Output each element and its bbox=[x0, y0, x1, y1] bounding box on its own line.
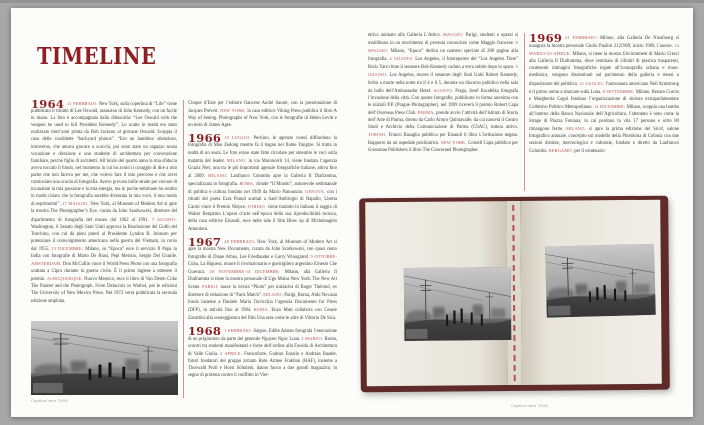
body-text: nasce la rivista “Photo” per iniziativa di Roger Thérond, ex direttore di redazione di “Paris Match”. bbox=[188, 285, 337, 299]
body-text: Milano, alla Galleria De Nieubourg si inaugura la mostra personale Giulio Paolini 2121969, inizio 1969, l’autore. bbox=[529, 36, 679, 50]
date-marker: 28 FEBBRAIO: bbox=[224, 238, 258, 244]
date-marker: AGOSTO: bbox=[433, 87, 456, 93]
year-heading: 1964 bbox=[31, 100, 65, 111]
body-text: Milano, si tiene la mostra Environment di Mario Cresci alla Galleria Il Diaframma, dove centinaia di cilindri di plastica trasparenti, contenenti immagini fotografiche legate all’iconografia urbana e mass-mediatica, vengono disseminati sul pavimento della galleria e messi a disposizione del pubblico. bbox=[529, 52, 679, 87]
timeline-block bbox=[368, 31, 518, 155]
body-text: Saigon, Eddie Adams fotografa l’esecuzione di un prigioniero da parte del generale Nguyen Ngoc Loan. bbox=[188, 328, 337, 342]
book-print-right bbox=[545, 244, 656, 318]
body-text: Washington, il Senato degli Stati Uniti approva la Risoluzione del Golfo del Tonchino, con cui dà pieni poteri al Presidente Lyndon B. Johnson per potenziare il coinvolgimento americano nella guerra del Vietnam, in corso dal 1955. bbox=[31, 224, 177, 252]
body-text: Francoforte, Gudrun Ensslin e Andreas Baader, futuri fondatori del gruppo armato Rote Armee Fraktion (RAF), insieme a Thorwald Proll e Horst Söhnlein, danno fuoco a due grandi magazzini, in segno di protesta contro il conflitto in Viet- bbox=[188, 351, 337, 379]
body-text: Milano, “Epoca” dedica un numero speciale di 200 pagine alla fotografia. bbox=[368, 49, 518, 63]
body-text: viene tradotto in italiano il saggio di Walter Benjamin L’opera d’arte nell’epoca della sua riproducibilità tecnica, della casa editrice Einaudi, esce nelle sale il film Blow up di Michelangelo Antonioni. bbox=[188, 205, 337, 232]
date-marker: MILANO, bbox=[207, 172, 231, 178]
year-heading: 1969 bbox=[529, 34, 563, 45]
date-marker: 21 FEBBRAIO: bbox=[67, 101, 99, 106]
body-text: l’astronauta americano Neil Armstrong è il primo uomo a sbarcare sulla Luna. bbox=[529, 81, 679, 95]
date-marker: MILANO, bbox=[263, 292, 285, 298]
body-text: Roma, scontri tra studenti manifestanti e forze dell’ordine alla Facoltà di Architettura di Valle Giulia. bbox=[188, 336, 337, 357]
photo-caption: Caption here TK06 bbox=[31, 398, 68, 403]
timeline-block bbox=[31, 100, 177, 305]
body-text: Parigi, Roma, Aldo Novasia fonda insieme a Daniele Maria Turricchia l’agenzia Documento for Press (DFP), in attività fino al 1984. bbox=[188, 293, 337, 314]
date-marker: ROMA, bbox=[253, 307, 272, 313]
date-marker: 5 GIUGNO: bbox=[368, 64, 518, 78]
timeline-block bbox=[188, 234, 337, 322]
book-spread bbox=[11, 8, 693, 417]
date-marker: 7 AGOSTO: bbox=[151, 216, 177, 222]
date-marker: TORINO, bbox=[368, 132, 389, 138]
date-marker: 27 MAGGIO: bbox=[62, 201, 91, 207]
body-text: per il centenario bbox=[574, 149, 605, 155]
column-divider-right bbox=[524, 33, 525, 191]
date-marker: 12 DICEMBRE: bbox=[594, 103, 627, 109]
date-marker: PARMA, bbox=[417, 109, 437, 115]
foggy-landscape-photo bbox=[31, 321, 178, 395]
body-text: Nuovo Messico, esce il libro di Van Deren Coke The Painter and the Photograph. From Delacroix to Warhol, per le edizioni The University of New Mexico Press. Nel 1972 verrà pubblicata la seconda edizione ampliata. bbox=[31, 277, 177, 304]
body-text: Cinque d’Este per l’editore francese André Sauret, con la presentazione di Jacques Prévert. bbox=[188, 101, 337, 115]
date-marker: MILANO, bbox=[226, 157, 249, 163]
body-text: Enzo Muti collabora con Cesare Zavattini alla sceneggiatura del film Una sera come le altre di Vittorio De Sica. bbox=[188, 308, 337, 321]
date-marker: 28 NOVEMBRE-14 DICEMBRE: bbox=[209, 268, 285, 274]
page-title: TIMELINE bbox=[37, 43, 157, 71]
body-text: con i ritratti del poeta Ezra Pound scattati a Sant’Ambrogio di Rapallo, Lisetta Carmi vince il Premio Niépce. bbox=[188, 190, 337, 211]
date-marker: 8 MAGGIO: bbox=[368, 40, 518, 54]
date-marker: GENOVA, bbox=[305, 189, 328, 195]
date-marker: 8 SETTEMBRE: bbox=[602, 88, 636, 94]
timeline-column-1 bbox=[31, 100, 177, 314]
body-text: New York, sulla copertina di “Life” viene pubblicato il ritratto di Lee Oswald, assassino di John Kennedy, con un fucile in mano. La foto è accompagnata dalla didascalia: “Lee Oswald with the weapon he used to kill President Kennedy”. Lo scatto in realtà era stato realizzato trent’anni prima da Bob Jackson al giovane Oswald. Scoppia il caso delle cosiddette “backyard photos”. “Ero un bambino silenzioso, introverso, che amava giocare a scacchi, poi sono stato un ragazzo senza vocazione e direzione e uno studente di architettura per convenzione familiare, perché figlio di architetti. All’inizio del quarto anno la mia sfiducia aveva toccato il fondo, nel momento in cui ho avuto il coraggio di dire a mio padre che non faceva per me, che volevo fare il mio percorso e che avrei cominciato una scuola di fotografia. Avevo provato mille strade per cercare di incanalare la mia passione e la mia energia, ma in poche settimane ho sentito in modo chiaro che la fotografia sarebbe diventata la mia voce, il mio modo di esprimermi”. bbox=[31, 102, 177, 208]
date-marker: 9 OTTOBRE: bbox=[310, 253, 337, 259]
body-text: Praga, Josef Koudelka fotografa l’invasione della città. Con queste fotografie, pubblicate in forma anonima con le iniziali P.P. (Prague Photographer), nel 1969 riceverà il premio Robert Capa dell’Overseas Press Club. bbox=[368, 88, 518, 116]
timeline-block bbox=[188, 323, 337, 380]
body-text: Lanfranco Colombo apre la Galleria Il Diaframma, specializzata in fotografia. bbox=[188, 173, 337, 187]
date-marker: 1 FEBBRAIO: bbox=[224, 327, 254, 333]
date-marker: 4 GIUGNO: bbox=[389, 56, 416, 62]
body-text: si apre la prima edizione del Sicof, salone fotografico annuale, concepito sul modello della Photokina di Colonia con due sezioni distinte, merceologica e culturale, fondato e diretto da Lanfranco Colombo. bbox=[529, 127, 679, 155]
body-text: Pechino, le agenzie cinesi diffondono la fotografia di Mao Zedong mentre fa il bagno nel fiume Yangtze. Si tratta in realtà di un sosia. Le foto erano state fatte circolare per smentire le voci sulla malattia del leader. bbox=[188, 136, 337, 164]
date-marker: NEW YORK, bbox=[440, 140, 469, 146]
timeline-block bbox=[188, 100, 337, 129]
body-text: Parigi, studenti e operai si mobilitano in un movimento di protesta conosciuto come Maggio francese. bbox=[368, 33, 518, 47]
body-text: Milano, alla Galleria Il Diaframma si tiene la mostra personale di Ugo Mulas New York: The New Art Scene. bbox=[188, 269, 337, 291]
body-text: chiude “Il Mondo”, autorevole settimanale di politica e cultura fondato nel 1949 da Mario Pannunzio. bbox=[188, 181, 337, 196]
date-marker: 10 LUGLIO: bbox=[224, 135, 254, 141]
date-marker: 14 MARZO-20 APRILE: bbox=[529, 43, 679, 57]
book-print-left bbox=[404, 267, 512, 341]
year-heading: 1966 bbox=[188, 131, 222, 146]
date-marker: MILANO, bbox=[566, 126, 589, 132]
body-text: Milano, su “Epoca” esce il servizio Il Papa in India con fotografie di Mario De Biasi, Pepi Merisio, Sergio Del Grande. bbox=[31, 246, 177, 259]
body-text: Franco Basaglia pubblica per Einaudi il libro L’istituzione negata. Rapporto da un ospedale psichiatrico. bbox=[368, 133, 518, 147]
column-divider-left bbox=[183, 100, 184, 398]
body-text: Los Angeles, muore il senatore degli Stati Uniti Robert Kennedy, ferito a morte nella notte tra il 4 e il 5, durante un discorso pubblico nella sala da ballo dell’Ambassador Hotel. bbox=[368, 73, 518, 94]
date-marker: AMSTERDAM, bbox=[31, 261, 63, 267]
date-marker: 1 MARZO: bbox=[301, 335, 325, 341]
body-text: Milano, scoppia una bomba all’interno della Banca Nazionale dell’Agricoltura, l’attentato è noto come la Strage di Piazza Fontana, in cui perdono la vita 17 persone e oltre 80 rimangono ferite. bbox=[529, 104, 679, 133]
date-marker: ALBUQUERQUE, bbox=[46, 276, 85, 282]
body-text: Don McCullin vince il World Press Photo con una fotografia scattata a Cipro durante la guerra civile. È il primo inglese a ottenere il premio. bbox=[31, 262, 177, 283]
body-text: Cuba, La Higuera, muore il rivoluzionario e guerrigliero argentino Ernesto Che Guevara. bbox=[188, 261, 337, 275]
date-marker: MAGGIO: bbox=[443, 32, 466, 37]
date-marker: 21 FEBBRAIO: bbox=[565, 35, 600, 40]
date-marker: ROMA, bbox=[239, 180, 256, 186]
timeline-block bbox=[529, 34, 679, 156]
body-text: Milano, Renato Curcio e Margherita Cagol fondano l’organizzazione di sinistra extraparlamentare Collettivo Politico Metropolitano. bbox=[529, 89, 679, 110]
book-caption: Caption here TK06 bbox=[511, 403, 548, 408]
date-marker: PARIGI, bbox=[202, 284, 221, 290]
date-marker: NEW YORK, bbox=[220, 108, 248, 114]
year-heading: 1967 bbox=[188, 234, 222, 249]
date-marker: 13 DICEMBRE: bbox=[51, 245, 86, 251]
year-heading: 1968 bbox=[188, 323, 222, 338]
timeline-block bbox=[188, 131, 337, 232]
viewer-top-edge bbox=[0, 0, 704, 3]
body-text: in via Maroncelli 14, viene fondata l’agenzia Grazia Neri, una tra le più importanti agenzie fotografiche italiane, attiva fino al 2009. bbox=[188, 158, 337, 179]
date-marker: TORINO, bbox=[247, 204, 268, 210]
date-marker: 2 APRILE: bbox=[220, 350, 245, 356]
body-text: prende avvio l’attività dell’Istituto di Storia dell’Arte di Parma, diretto da Carlo Arturo Quintavalle, da cui nascerà il Centro Studi e Archivio della Comunicazione di Parma (CSAC), tuttora attivo. bbox=[368, 110, 518, 131]
date-marker: 21 LUGLIO: bbox=[579, 80, 606, 86]
body-text: New York, al Museum of Modern Art si apre la mostra The Photographer’s Eye, curata da John Szarkowski, direttore del dipartimento di fotografia del museo dal 1962 al 1991. bbox=[31, 202, 177, 223]
vintage-book-photo bbox=[359, 196, 670, 393]
body-text: New York, al Museum of Modern Art si apre la mostra New Documents, curata da John Szarkowski, con quasi cento fotografie di Diane Arbus, Lee Friedlander e Garry Winogrand. bbox=[188, 239, 337, 260]
timeline-column-4 bbox=[529, 34, 679, 192]
body-text: Cornell Capa pubblica per Grossman Publishers il libro The Concerned Photographer. bbox=[368, 141, 518, 154]
date-marker: BERGAMO, bbox=[548, 148, 575, 154]
body-text: la casa editrice Viking Press pubblica il libro A Way of Seeing. Photographs of New York, con le fotografie di Helen Levitt e un testo di James Agee. bbox=[188, 109, 337, 129]
body-text: ettivo animato alla Galleria L’Attico. bbox=[368, 33, 443, 38]
body-text: Los Angeles, il fotoreporter del “Los Angeles Time” Boris Yaro ritrae il senatore Bob Kennedy caduto a terra subito dopo lo sparo. bbox=[368, 57, 518, 71]
timeline-column-2 bbox=[188, 100, 337, 406]
timeline-column-3 bbox=[368, 31, 518, 193]
